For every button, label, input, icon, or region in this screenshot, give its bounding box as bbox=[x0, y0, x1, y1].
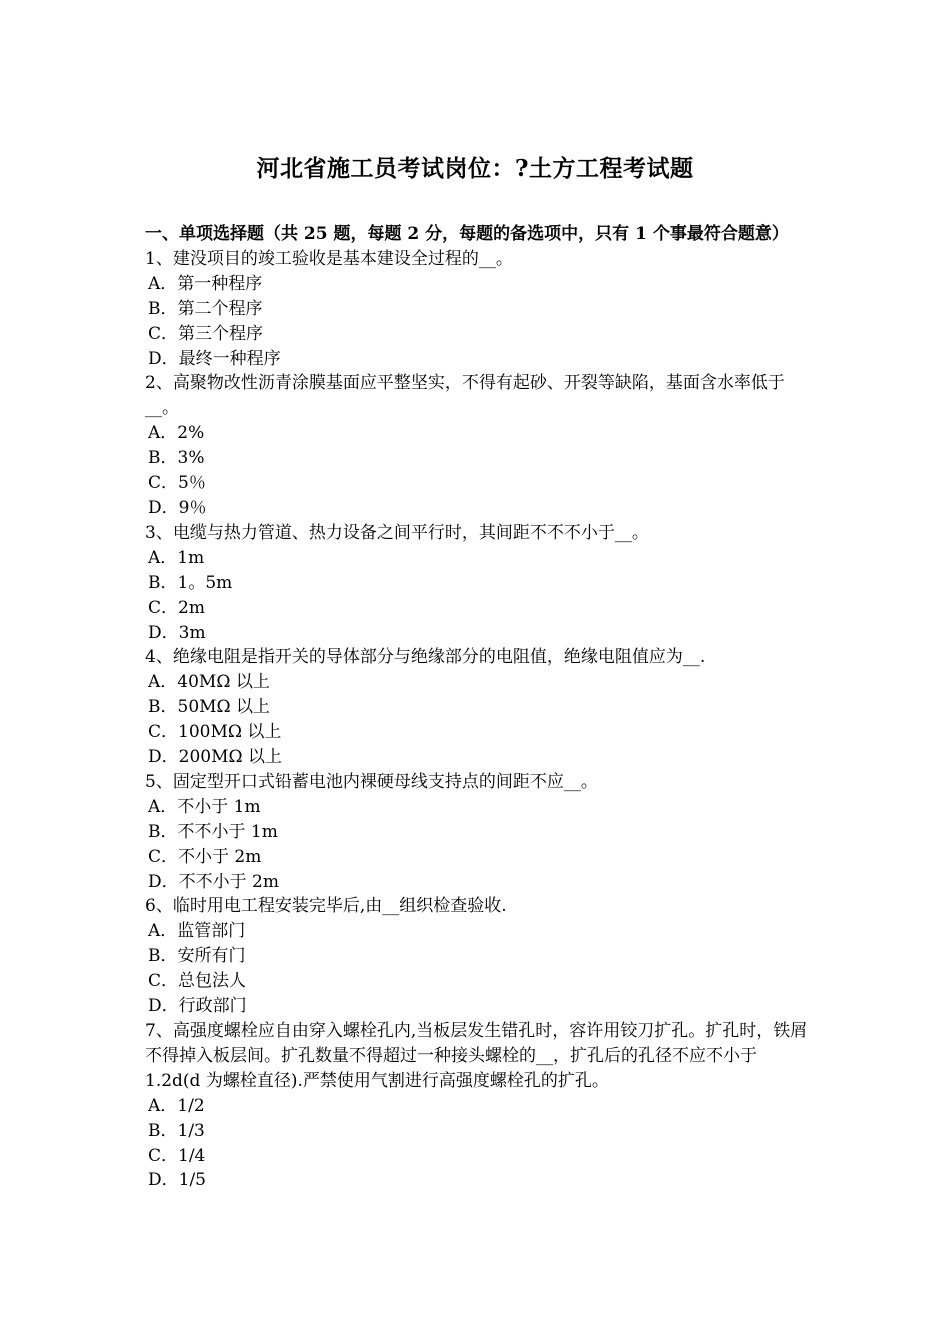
question-item bbox=[145, 645, 810, 770]
answer-option bbox=[145, 670, 810, 695]
option-letter: D． bbox=[148, 747, 179, 768]
question-stem: 3、电缆与热力管道、热力设备之间平行时，其间距不不不小于__。 bbox=[145, 522, 649, 543]
answer-option bbox=[145, 621, 810, 646]
option-text: 行政部门 bbox=[178, 996, 247, 1017]
answer-option bbox=[145, 421, 810, 446]
answer-option bbox=[145, 272, 810, 297]
option-text: 1/4 bbox=[178, 1145, 206, 1166]
option-text: 2m bbox=[178, 597, 205, 618]
option-letter: A． bbox=[148, 796, 178, 817]
question-stem: 2、高聚物改性沥青涂膜基面应平整坚实，不得有起砂、开裂等缺陷，基面含水率低于__。 bbox=[145, 373, 785, 419]
question-item bbox=[145, 770, 810, 895]
answer-option bbox=[145, 845, 810, 870]
answer-option bbox=[145, 1094, 810, 1119]
option-letter: D． bbox=[148, 497, 179, 518]
option-text: 最终一种程序 bbox=[178, 348, 281, 369]
question-item bbox=[145, 247, 810, 372]
option-letter: A． bbox=[148, 921, 178, 942]
question-stem: 4、绝缘电阻是指开关的导体部分与绝缘部分的电阻值，绝缘电阻值应为__. bbox=[145, 647, 706, 668]
question-stem: 7、高强度螺栓应自由穿入螺栓孔内,当板层发生错孔时，容许用铰刀扩孔。扩孔时，铁屑不得掉入板层间。扩孔数量不得超过一种接头螺栓的__，扩孔后的孔径不应不小于 1.2d(d 为螺栓直径).严禁使用气割进行高强度螺栓孔的扩孔。 bbox=[145, 1021, 808, 1091]
option-letter: C． bbox=[148, 323, 179, 344]
option-text: 第三个程序 bbox=[178, 323, 264, 344]
option-text: 1m bbox=[177, 547, 205, 568]
answer-option bbox=[145, 471, 810, 496]
option-text: 50MΩ 以上 bbox=[177, 697, 271, 718]
option-letter: D． bbox=[148, 348, 179, 369]
option-letter: A． bbox=[148, 672, 178, 693]
question-stem: 5、固定型开口式铅蓄电池内裸硬母线支持点的间距不应__。 bbox=[145, 771, 598, 792]
option-text: 不不小于 2m bbox=[178, 871, 279, 892]
answer-option bbox=[145, 795, 810, 820]
option-letter: A． bbox=[148, 423, 178, 444]
question-stem: 1、建没项目的竣工验收是基本建设全过程的__。 bbox=[145, 248, 513, 269]
option-text: 1/3 bbox=[177, 1120, 205, 1141]
option-text: 不小于 1m bbox=[177, 796, 261, 817]
option-text: 总包法人 bbox=[178, 971, 247, 992]
answer-option bbox=[145, 322, 810, 347]
option-text: 第二个程序 bbox=[177, 298, 263, 319]
option-text: 2% bbox=[177, 423, 205, 444]
option-letter: C． bbox=[148, 597, 179, 618]
answer-option bbox=[145, 919, 810, 944]
answer-option bbox=[145, 571, 810, 596]
option-text: 200MΩ 以上 bbox=[178, 747, 282, 768]
option-letter: B． bbox=[148, 697, 178, 718]
option-letter: D． bbox=[148, 1170, 179, 1191]
answer-option bbox=[145, 446, 810, 471]
question-item bbox=[145, 1019, 810, 1193]
answer-option bbox=[145, 1119, 810, 1144]
answer-option bbox=[145, 695, 810, 720]
section-heading: 一、单项选择题（共 25 题，每题 2 分，每题的备选项中，只有 1 个事最符合题意） bbox=[145, 224, 789, 244]
option-letter: B． bbox=[148, 1120, 178, 1141]
answer-option bbox=[145, 745, 810, 770]
option-text: 3% bbox=[177, 448, 205, 469]
option-letter: B． bbox=[148, 821, 178, 842]
answer-option bbox=[145, 870, 810, 895]
option-letter: D． bbox=[148, 996, 179, 1017]
option-letter: D． bbox=[148, 871, 179, 892]
answer-option bbox=[145, 546, 810, 571]
document-content bbox=[145, 222, 810, 1193]
option-text: 安所有门 bbox=[177, 946, 246, 967]
answer-option bbox=[145, 347, 810, 372]
option-letter: A． bbox=[148, 547, 178, 568]
option-letter: C． bbox=[148, 473, 179, 494]
answer-option bbox=[145, 994, 810, 1019]
option-text: 1/5 bbox=[178, 1170, 206, 1191]
option-text: 不不小于 1m bbox=[177, 821, 278, 842]
option-text: 5％ bbox=[178, 473, 206, 494]
option-text: 1。5m bbox=[177, 572, 233, 593]
answer-option bbox=[145, 596, 810, 621]
option-text: 3m bbox=[178, 622, 206, 643]
question-item bbox=[145, 521, 810, 646]
answer-option bbox=[145, 297, 810, 322]
answer-option bbox=[145, 1168, 810, 1193]
option-letter: A． bbox=[148, 1095, 178, 1116]
question-item bbox=[145, 894, 810, 1019]
option-text: 第一种程序 bbox=[177, 273, 263, 294]
option-letter: B． bbox=[148, 946, 178, 967]
option-text: 不小于 2m bbox=[178, 846, 262, 867]
document-title: 河北省施工员考试岗位：?土方工程考试题 bbox=[256, 155, 694, 182]
option-letter: C． bbox=[148, 722, 179, 743]
question-item bbox=[145, 371, 810, 520]
option-letter: B． bbox=[148, 298, 178, 319]
option-text: 40MΩ 以上 bbox=[177, 672, 270, 693]
question-stem: 6、临时用电工程安装完毕后,由__组织检查验收. bbox=[145, 896, 507, 917]
answer-option bbox=[145, 820, 810, 845]
option-text: 监管部门 bbox=[177, 921, 246, 942]
option-letter: B． bbox=[148, 448, 178, 469]
answer-option bbox=[145, 969, 810, 994]
answer-option bbox=[145, 720, 810, 745]
question-list bbox=[145, 247, 810, 1193]
option-letter: A． bbox=[148, 273, 178, 294]
option-text: 1/2 bbox=[177, 1095, 205, 1116]
option-letter: C． bbox=[148, 1145, 179, 1166]
answer-option bbox=[145, 496, 810, 521]
option-letter: C． bbox=[148, 971, 179, 992]
option-letter: D． bbox=[148, 622, 179, 643]
option-letter: B． bbox=[148, 572, 178, 593]
option-text: 100MΩ 以上 bbox=[178, 722, 282, 743]
answer-option bbox=[145, 1144, 810, 1169]
option-text: 9％ bbox=[178, 497, 207, 518]
answer-option bbox=[145, 944, 810, 969]
option-letter: C． bbox=[148, 846, 179, 867]
